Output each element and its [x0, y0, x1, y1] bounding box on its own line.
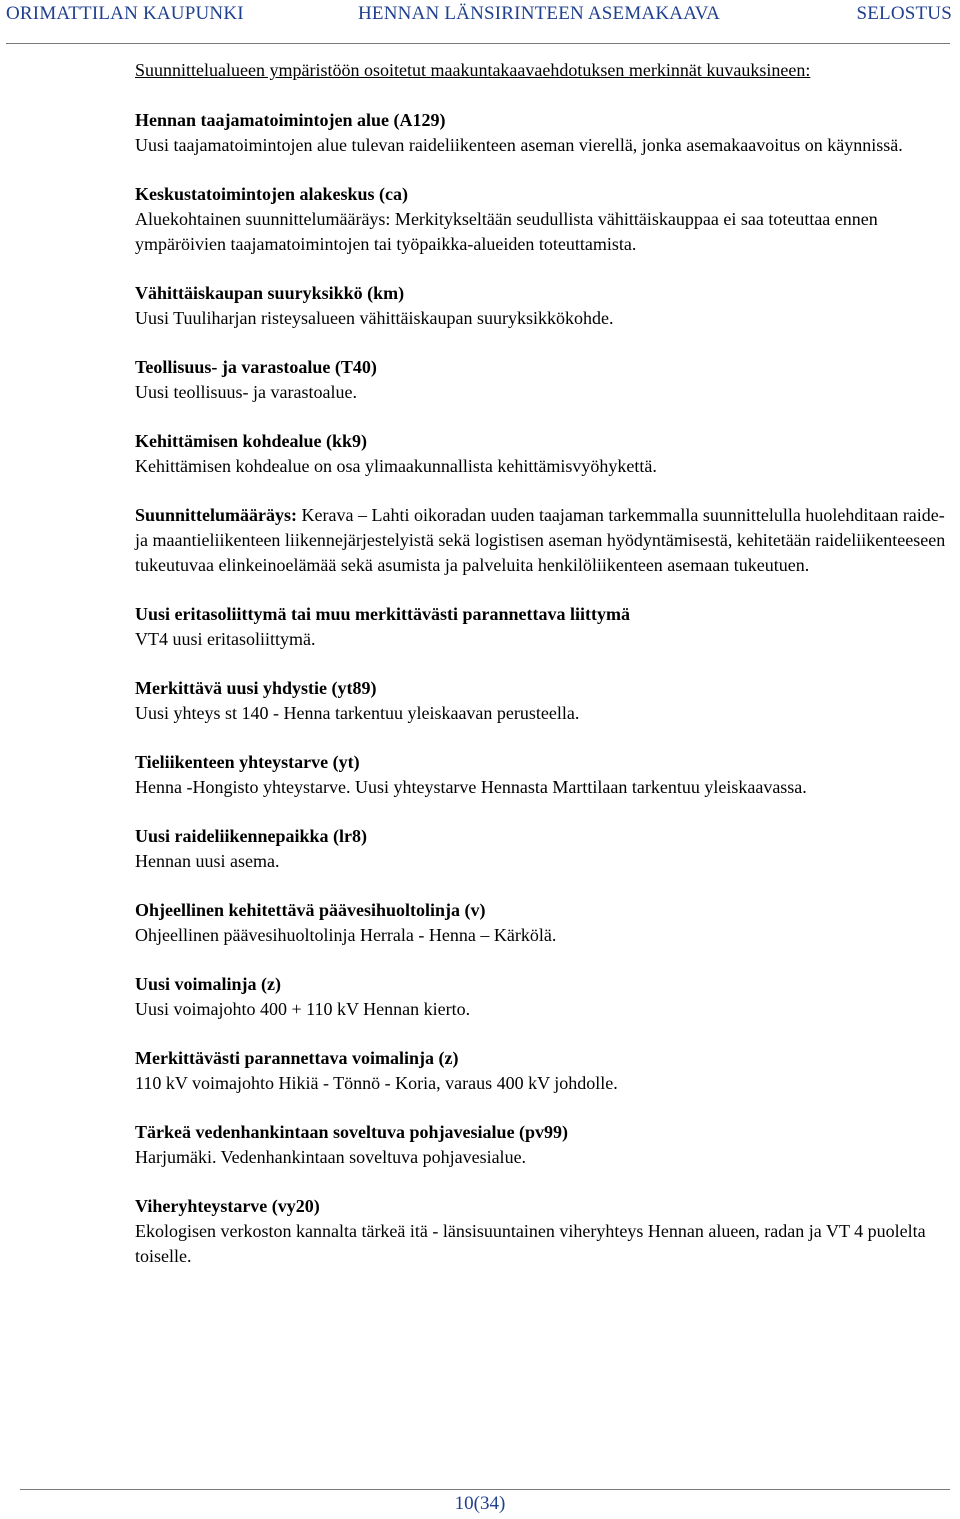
section-title: Tieliikenteen yhteystarve (yt)	[135, 752, 360, 772]
section-a129	[135, 108, 947, 158]
header-organization: ORIMATTILAN KAUPUNKI	[6, 3, 244, 24]
section-title: Kehittämisen kohdealue (kk9)	[135, 431, 368, 451]
section-title: Tärkeä vedenhankintaan soveltuva pohjavesialue (pv99)	[135, 1122, 569, 1142]
section-interchange	[135, 602, 947, 652]
section-yt89	[135, 676, 947, 726]
planning-regulation-text: Kerava – Lahti oikoradan uuden taajaman tarkemmalla suunnittelulla huolehditaan raide- ja maantieliikenteen liikennejärjestelyistä sekä logistisen aseman hyödyntämisestä, kehitetään raideliikenteeseen tukeutuvaa elinkeinoelämää sekä asumista ja palveluita henkilöliikenteen asemaan tukeutuen.	[135, 505, 946, 575]
header-document-title: HENNAN LÄNSIRINTEEN ASEMAKAAVA	[358, 3, 721, 24]
section-ca	[135, 182, 947, 257]
header-divider	[6, 43, 950, 44]
section-pv99	[135, 1120, 947, 1170]
intro-heading: Suunnittelualueen ympäristöön osoitetut maakuntakaavaehdotuksen merkinnät kuvauksineen:	[135, 60, 811, 80]
section-t40	[135, 355, 947, 405]
section-body: Uusi Tuuliharjan risteysalueen vähittäiskaupan suuryksikkökohde.	[135, 308, 614, 328]
section-yt	[135, 750, 947, 800]
footer-divider	[20, 1489, 950, 1490]
page-number: 10(34)	[454, 1493, 506, 1514]
section-body: Uusi teollisuus- ja varastoalue.	[135, 382, 357, 402]
section-title: Vähittäiskaupan suuryksikkö (km)	[135, 283, 405, 303]
section-title: Viheryhteystarve (vy20)	[135, 1196, 320, 1216]
page-header	[0, 0, 960, 30]
section-body: Harjumäki. Vedenhankintaan soveltuva pohjavesialue.	[135, 1147, 527, 1167]
section-body: Henna -Hongisto yhteystarve. Uusi yhteystarve Hennasta Marttilaan tarkentuu yleiskaavassa.	[135, 777, 807, 797]
section-title: Uusi eritasoliittymä tai muu merkittävästi parannettava liittymä	[135, 604, 630, 624]
section-title: Uusi voimalinja (z)	[135, 974, 281, 994]
section-title: Hennan taajamatoimintojen alue (A129)	[135, 110, 446, 130]
section-body: Aluekohtainen suunnittelumääräys: Merkitykseltään seudullista vähittäiskauppaa ei saa toteuttaa ennen ympäröivien taajamatoimintojen tai työpaikka-alueiden toteuttamista.	[135, 209, 878, 254]
section-body: Kehittämisen kohdealue on osa ylimaakunnallista kehittämisvyöhykettä.	[135, 456, 657, 476]
planning-regulation-label: Suunnittelumääräys:	[135, 505, 298, 525]
section-body: Ekologisen verkoston kannalta tärkeä itä - länsisuuntainen viheryhteys Hennan alueen, radan ja VT 4 puolelta toiselle.	[135, 1221, 926, 1266]
section-body: 110 kV voimajohto Hikiä - Tönnö - Koria, varaus 400 kV johdolle.	[135, 1073, 618, 1093]
section-body: Uusi yhteys st 140 - Henna tarkentuu yleiskaavan perusteella.	[135, 703, 580, 723]
section-title: Keskustatoimintojen alakeskus (ca)	[135, 184, 409, 204]
document-body	[135, 58, 947, 1293]
header-document-type: SELOSTUS	[856, 3, 952, 24]
section-z-improved	[135, 1046, 947, 1096]
section-body: Ohjeellinen päävesihuoltolinja Herrala - Henna – Kärkölä.	[135, 925, 557, 945]
section-title: Merkittävä uusi yhdystie (yt89)	[135, 678, 377, 698]
section-body: Hennan uusi asema.	[135, 851, 280, 871]
planning-regulation	[135, 503, 947, 578]
section-km	[135, 281, 947, 331]
section-body: Uusi taajamatoimintojen alue tulevan raideliikenteen aseman vierellä, jonka asemakaavoitus on käynnissä.	[135, 135, 903, 155]
section-z-new	[135, 972, 947, 1022]
section-body: VT4 uusi eritasoliittymä.	[135, 629, 316, 649]
section-title: Ohjeellinen kehitettävä päävesihuoltolinja (v)	[135, 900, 486, 920]
section-v	[135, 898, 947, 948]
section-title: Uusi raideliikennepaikka (lr8)	[135, 826, 368, 846]
section-kk9	[135, 429, 947, 479]
section-body: Uusi voimajohto 400 + 110 kV Hennan kierto.	[135, 999, 471, 1019]
section-lr8	[135, 824, 947, 874]
section-title: Teollisuus- ja varastoalue (T40)	[135, 357, 377, 377]
section-title: Merkittävästi parannettava voimalinja (z)	[135, 1048, 459, 1068]
section-vy20	[135, 1194, 947, 1269]
